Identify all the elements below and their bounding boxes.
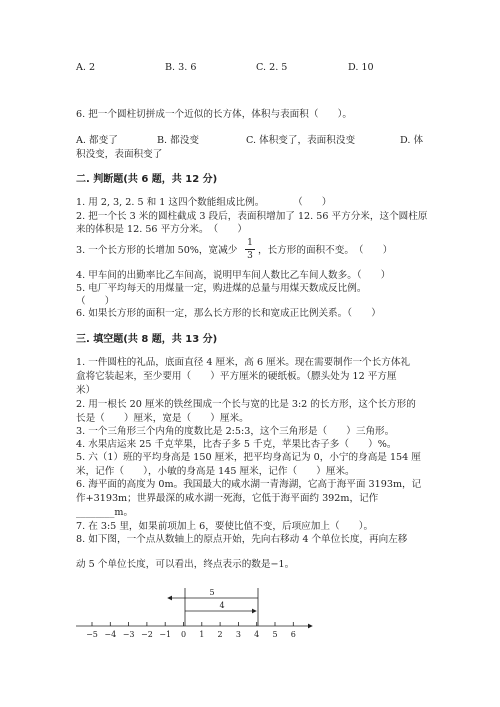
option-d: D. 10 [348,62,374,73]
tick-label: −5 [86,630,98,639]
judge-line-3: 来的体积是 12. 56 平方分米。 （ ） [76,224,247,235]
fraction-numerator: 1 [247,238,253,248]
fill-line-14: 8. 如下图，一个点从数轴上的原点开始，先向右移动 4 个单位长度，再向左移 [76,534,408,545]
arrow-right-label: 4 [219,601,225,610]
fill-line-13: 7. 在 3:5 里，如果前项加上 6，要使比值不变，后项应加上（ ）。 [76,521,374,532]
judge-line-6: 5. 电厂平均每天的用煤量一定，购进煤的总量与用煤天数成反比例。 [76,283,367,294]
tick-label: 4 [254,630,260,639]
fill-line-7: 4. 水果店运来 25 千克苹果，比杏子多 5 千克，苹果比杏子多（ ）%。 [76,439,397,450]
fill-line-8: 5. 六（1）班的平均身高是 150 厘米，把平均身高记为 0，小宁的身高是 154 厘 [76,452,421,463]
judge-line-4b: ，长方形的面积不变。 （ ） [258,245,393,256]
question-6-option-d: D. 体 [400,135,424,146]
tick-label: 3 [235,630,241,639]
fraction-denominator: 3 [247,251,253,261]
fill-line-11: 作+3193m；世界最深的咸水湖一死海，它低于海平面约 392m，记作 [76,493,379,504]
fill-line-4: 2. 用一根长 20 厘米的铁丝围成一个长与宽的比是 3:2 的长方形，这个长方形的 [76,399,416,410]
tick-label: −4 [104,630,117,639]
arrow-left-label: 5 [209,588,215,597]
judge-line-4a: 3. 一个长方形的长增加 50%，宽减少 [76,245,238,256]
fraction-one-third [245,238,255,261]
judge-line-8: 6. 如果长方形的面积一定，那么长方形的长和宽成正比例关系。（ ） [76,308,381,319]
question-6-stem: 6. 把一个圆柱切拼成一个近似的长方体，体积与表面积（ ）。 [76,109,353,120]
question-6-option-b: B. 都没变 [157,135,199,146]
fraction-bar [245,249,255,250]
fill-line-12: ________m。 [76,507,134,518]
fill-line-1: 1. 一件圆柱的礼品，底面直径 4 厘米，高 6 厘米。现在需要制作一个长方体礼 [76,357,411,368]
option-a: A. 2 [76,62,96,73]
judge-line-1: 1. 用 2, 3, 2. 5 和 1 这四个数能组成比例。 （ ） [76,197,332,208]
fill-line-10: 6. 海平面的高度为 0m。我国最大的咸水湖一青海湖，它高于海平面 3193m，记 [76,479,422,490]
option-c: C. 2. 5 [256,62,288,73]
fill-line-2: 盒将它装起来，至少要用（ ）平方厘米的硬纸板。（膘头处为 12 平方厘 [76,371,397,382]
judge-line-2: 2. 把一个长 3 米的圆柱截成 3 段后，表面积增加了 12. 56 平方分米，这个圆柱原 [76,211,428,222]
tick-label: 1 [199,630,205,639]
fill-line-5: 长是（ ）厘米，宽是（ ）厘米。 [76,413,249,424]
judge-line-7: （ ） [76,296,115,307]
tick-label: −2 [141,630,153,639]
number-line-figure [70,578,320,640]
question-6-option-c: C. 体积变了，表面积没变 [246,135,356,146]
tick-label: −3 [122,630,135,639]
tick-label: −1 [159,630,172,639]
section-title-fill: 三. 填空题(共 8 题，共 13 分) [76,334,218,345]
fill-line-15: 动 5 个单位长度，可以看出，终点表示的数是−1。 [76,559,295,570]
tick-label: 6 [290,630,296,639]
question-6-option-a: A. 都变了 [76,135,118,146]
tick-label: 5 [272,630,278,639]
question-6-option-d-cont: 积没变，表面积变了 [76,149,163,160]
fill-line-6: 3. 一个三角形三个内角的度数比是 2:5:3，这个三角形是（ ）三角形。 [76,426,395,437]
tick-label: 2 [217,630,223,639]
fill-line-3: 米） [76,385,96,396]
tick-label: 0 [180,630,187,639]
section-title-judge: 二. 判断题(共 6 题，共 12 分) [76,174,218,185]
option-b: B. 3. 6 [165,62,197,73]
fill-line-9: 米，记作（ ），小敏的身高是 145 厘米，记作（ ）厘米。 [76,466,355,477]
judge-line-5: 4. 甲车间的出勤率比乙车间高，说明甲车间人数比乙车间人数多。（ ） [76,270,391,281]
